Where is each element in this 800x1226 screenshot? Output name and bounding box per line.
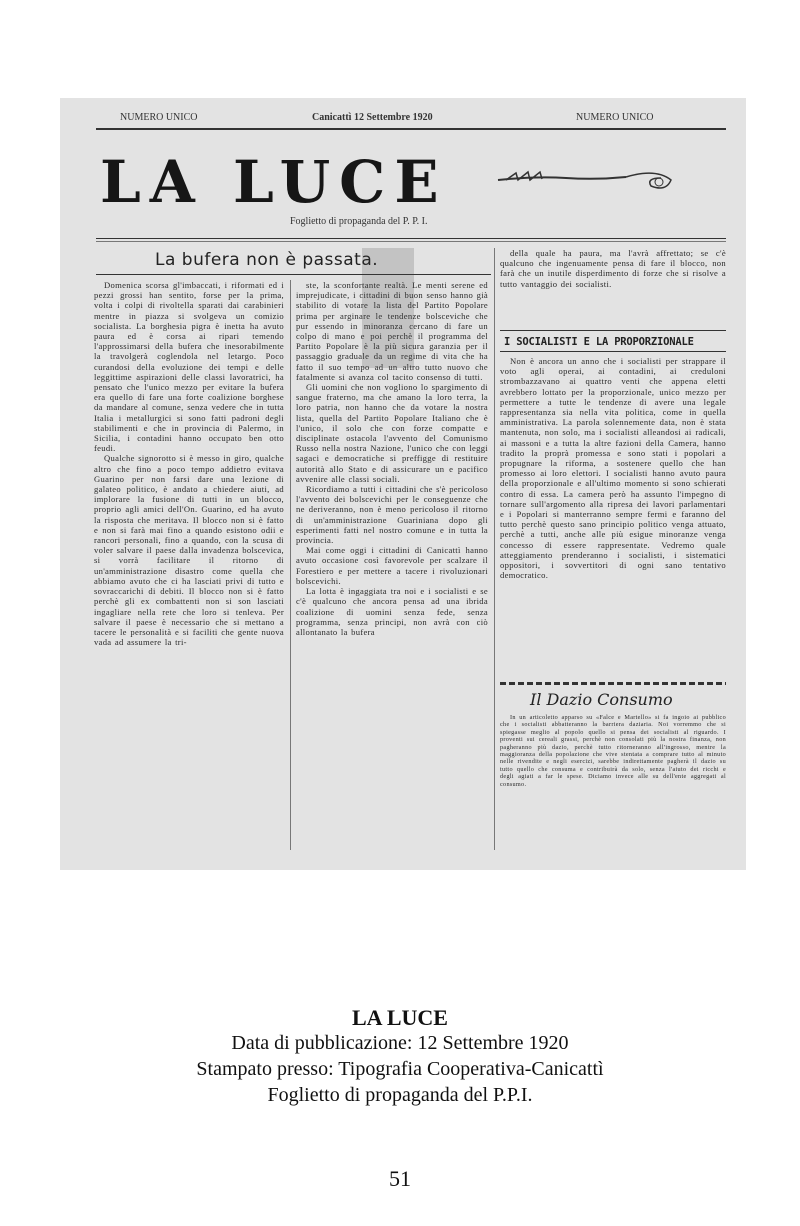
- col2-paragraph-4: Mai come oggi i cittadini di Canicattì hanno avuto occasione così favorevole per scalzare il Forestiero e per mettere a tacere i rivoluzionari bolscevichi.: [296, 545, 488, 586]
- header-right: NUMERO UNICO: [576, 112, 654, 123]
- caption-description: Foglietto di propaganda del P.P.I.: [267, 1084, 533, 1106]
- header-date: Canicattì 12 Settembre 1920: [312, 112, 433, 123]
- caption-title: LA LUCE: [352, 1005, 448, 1030]
- header-left: NUMERO UNICO: [120, 112, 198, 123]
- fold-shadow: [362, 248, 414, 368]
- top-rule: [96, 128, 726, 130]
- col3-heading-dazio: Il Dazio Consumo: [530, 690, 673, 709]
- masthead-top-line: [60, 112, 746, 126]
- col3-paragraph-2: Non è ancora un anno che i socialisti per strappare il voto agli operai, ai contadini, ai creduloni strombazzavano ai quattro venti che appena eletti avrebbero lottato per la proporzionale, unico mezzo per permettere a tutte le tendenze di avere una legale rappresentanza sia nella vita politica, come in quella amministrativa. La parola solennemente data, non è stata mantenuta, non solo, ma i socialisti alleandosi ai radicali, ai massoni e a tutta la altre fazioni della Camera, hanno tradito la proprà promessa e sono stati i popolari a propugnare la riforma, a sostenere quello che han promesso ai loro elettori. I socialisti hanno avuto paura della proporzionale e all'ultimo momento si sono schierati contro di essa. La camera però ha assunto l'impegno di tornare sull'argomento alla ripresa dei lavori parlamentari e i Popolari si manterranno sempre fermi e faranno del tutto perchè questo sano principio politico venga attuato, perchè a tutti, anche alle più esigue minoranze venga concesso di essere rappresentate. Vedremo quale atteggiamento prenderanno i socialisti, i sistematici oppositori, i sovvertitori di ogni sano tentativo democratico.: [500, 356, 726, 581]
- headline-rule: [96, 274, 491, 275]
- newspaper-page: [60, 98, 746, 870]
- col2-paragraph-5: La lotta è ingaggiata tra noi e i socialisti e se c'è qualcuno che ancora pensa ad una ibrida coalizione di uomini senza fede, senza programma, senza principi, non avrà con ciò allontanato la bufera: [296, 586, 488, 637]
- masthead-subtitle: Foglietto di propaganda del P. P. I.: [290, 216, 428, 227]
- col3-rule-1: [500, 330, 726, 331]
- main-headline: La bufera non è passata.: [155, 250, 379, 270]
- masthead-title: LA LUCE: [100, 148, 448, 216]
- masthead-rule-2: [96, 241, 726, 242]
- caption-publication-date: Data di pubblicazione: 12 Settembre 1920: [231, 1032, 569, 1054]
- article-column-3-bottom: [500, 714, 726, 850]
- col1-paragraph-2: Qualche signorotto si è messo in giro, qualche altro che fino a poco tempo addietro evitava Guarino per non farsi dare una lezione di galateo politico, è andato a chiedere aiuti, ad implorare la fusione di tutti in un blocco, proprio agli amici dell'On. Guarino, ed ha avuto la risposta che meritava. Il blocco non si è fatto e non si farà mai fino a quando esistono odii e rancori personali, fino a quando, con la scusa di voler salvare il paese dalla invadenza bolscevica, si vorrà facilitare il ritorno di un'amministrazione disastro come quella che abbiamo avuto che ci ha lasciati privi di tutto e sovraccarichi di debiti. Il blocco non si è fatto perchè gli ex combattenti non si son lasciati ingagliare nella rete che loro si tenleva. Per salvare il paese è necessario che si mettano a tacere le personalità e si faciliti che gente nuova vada ad assumere la tri-: [94, 453, 284, 648]
- column-divider-1: [290, 280, 291, 850]
- masthead-rule: [96, 238, 726, 239]
- col3-heading: I SOCIALISTI E LA PROPORZIONALE: [504, 336, 694, 348]
- col2-paragraph-2: Gli uomini che non vogliono lo spargimento di sangue fraterno, ma che amano la loro terra, la loro patria, non hanno che da votare la nostra lista, quella del Partito Popolare Italiano che è l'unico, il solo che con forze compatte e disciplinate ostacola l'avvento del Comunismo Russo nella nostra Nazione, l'unico che con leggi sagaci e democratiche si preffigge di restituire autorità allo Stato e di assicurare un e pacifico avvenire alle classi sociali.: [296, 382, 488, 484]
- article-column-3-top: [500, 248, 726, 330]
- col2-paragraph-1: ste, la sconfortante realtà. Le menti serene ed imprejudicate, i cittadini di buon senso hanno già stabilito di votare la lista del Partito Popolare prima per arginare le tendenze bolsceviche che pur essendo in minoranza cercano di fare un colpo di mano e poi perchè il programma del Partito Popolare è la più sicura garanzia per il passaggio graduale da un regime di vita che ha fatto il suo tempo ad un altro tutto nuovo che fatalmente si avanza col tacito consenso di tutti.: [296, 280, 488, 382]
- col3-rule-2: [500, 351, 726, 352]
- column-divider-2: [494, 248, 495, 850]
- article-column-3-middle: [500, 356, 726, 678]
- caption-printer: Stampato presso: Tipografia Cooperativa-Canicattì: [196, 1058, 604, 1080]
- col2-paragraph-3: Ricordiamo a tutti i cittadini che s'è pericoloso l'avvento dei bolscevichi per le conseguenze che ne deriveranno, non è meno pericoloso il ritorno di un'amministrazione Guariniana dopo gli esperimenti fatti nel nostro comune e in tutta la provincia.: [296, 484, 488, 546]
- col3-dotted-rule: [500, 682, 726, 685]
- col1-paragraph-1: Domenica scorsa gl'imbaccati, i riformati ed i pezzi grossi han sentito, forse per la prima, volta i colpi di rivoltella sparati dai carabinieri mentre in piazza si svolgeva un comizio socialista. La borghesia pigra è inetta ha avuto paura ed è corsa ai ripari temendo l'approssimarsi della bufera che inesorabilmente la travolgerà coglendola nel letargo. Poco curandosi della evoluzione dei tempi e delle leggittime aspirazioni delle classi lavoratrici, ha pensato che l'unico mezzo per evitare la bufera era quello di fare una forte coalizione borghese da mandare al comune, senza vedere che in tutta Italia i metallurgici si sono fatti padroni degli stabilimenti e che in provincia di Palermo, in Sicilia, i contadini hanno occupato ben otto feudi.: [94, 280, 284, 454]
- page-number: 51: [389, 1166, 411, 1191]
- col3-paragraph-3: In un articoletto apparso su «Falce e Martello» si fa ingoio ai pubblico che i socialisti abbatteranno la barriera daziaria. Noi vorremmo che si spiegasse meglio al popolo quello si pensa dei socialisti al riguardo. I proventi sui cereali grassi, perchè non consolati più la nostra finanza, non pagheranno più dazio, perchè tutto ritorneranno all'ingrosso, mentre la maggioranza della popolazione che vive stentata a comprare tutto al minuto nelle rivendite e negli esercizi, sarebbe indirettamente pagherà il dazio su tutto quello che consuma e contribuirà da solo, senza l'aiuto dei ricchi e degli agiati a far le spese. Diciamo invece alle su dell'ente aggregati al consumo.: [500, 714, 726, 788]
- quill-ornament-icon: [496, 158, 696, 198]
- newspaper-scan: [60, 98, 746, 870]
- article-column-1: [94, 280, 284, 850]
- col3-paragraph-1: della quale ha paura, ma l'avrà affrettato; se c'è qualcuno che ingenuamente pensa di fare il blocco, non farà che un inutile disperdimento di forze che si risolve a tutto vantaggio dei socialisti.: [500, 248, 726, 289]
